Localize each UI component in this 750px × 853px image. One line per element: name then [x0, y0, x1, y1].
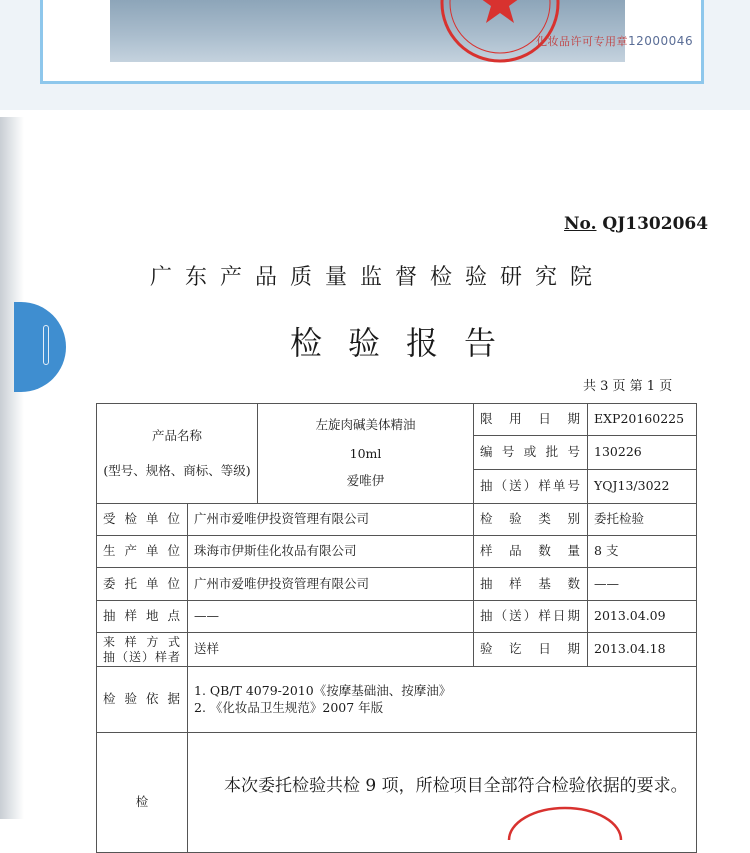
seal-license-text: 化妆品许可专用章12000046	[536, 34, 694, 48]
staple-icon	[43, 325, 49, 365]
client-unit-value: 广州市爱唯伊投资管理有限公司	[188, 568, 474, 601]
basis-label: 检 验 依 据	[97, 667, 188, 733]
inspected-unit-value: 广州市爱唯伊投资管理有限公司	[188, 504, 474, 536]
product-name-label: 产品名称	[152, 427, 203, 443]
batch-value: 130226	[588, 436, 697, 470]
sampling-date-value: 2013.04.09	[588, 601, 697, 633]
sampling-method-label-cell	[97, 633, 188, 667]
institute-name: 广东产品质量监督检验研究院	[150, 265, 606, 290]
expiry-value: EXP20160225	[588, 404, 697, 436]
expiry-label: 限 用 日 期	[474, 404, 588, 436]
sampling-method-value: 送样	[188, 633, 474, 667]
basis-cell	[188, 667, 697, 733]
batch-label: 编 号 或 批 号	[474, 436, 588, 470]
completion-date-label: 验 讫 日 期	[474, 633, 588, 667]
sampler-label: 抽（送）样者	[103, 649, 182, 664]
report-number: No. QJ1302064	[564, 214, 709, 234]
page-count: 共 3 页 第 1 页	[583, 379, 673, 394]
page-edge-shadow	[0, 117, 24, 819]
product-info-cell	[258, 404, 474, 504]
sampling-place-value: ——	[188, 601, 474, 633]
basis-item: 2. 《化妆品卫生规范》2007 年版	[194, 699, 384, 715]
sample-number-value: YQJ13/3022	[588, 470, 697, 504]
product-brand: 爱唯伊	[346, 472, 385, 488]
inspection-form-table	[96, 403, 697, 853]
manufacturer-value: 珠海市伊斯佳化妆品有限公司	[188, 536, 474, 568]
sample-quantity-label: 样 品 数 量	[474, 536, 588, 568]
inspection-type-value: 委托检验	[588, 504, 697, 536]
sample-quantity-value: 8 支	[588, 536, 697, 568]
conclusion-text: 本次委托检验共检 9 项，所检项目全部符合检验依据的要求。	[188, 733, 697, 853]
product-name-label-cell	[97, 404, 258, 504]
inspected-unit-label: 受 检 单 位	[97, 504, 188, 536]
basis-item: 1. QB/T 4079-2010《按摩基础油、按摩油》	[194, 682, 452, 698]
completion-date-value: 2013.04.18	[588, 633, 697, 667]
bottom-seal-icon	[505, 800, 625, 840]
sampling-date-label: 抽（送）样日期	[474, 601, 588, 633]
product-spec-label: (型号、规格、商标、等级)	[103, 462, 251, 478]
client-unit-label: 委 托 单 位	[97, 568, 188, 601]
product-name: 左旋肉碱美体精油	[315, 417, 416, 433]
report-title: 检验报告	[290, 324, 523, 362]
sampling-place-label: 抽 样 地 点	[97, 601, 188, 633]
inspection-type-label: 检 验 类 别	[474, 504, 588, 536]
product-volume: 10ml	[349, 446, 382, 462]
sampling-base-label: 抽 样 基 数	[474, 568, 588, 601]
conclusion-label: 检	[97, 733, 188, 853]
manufacturer-label: 生 产 单 位	[97, 536, 188, 568]
sampling-method-label: 来 样 方 式	[103, 635, 181, 650]
sample-number-label: 抽（送）样单号	[474, 470, 588, 504]
sampling-base-value: ——	[588, 568, 697, 601]
